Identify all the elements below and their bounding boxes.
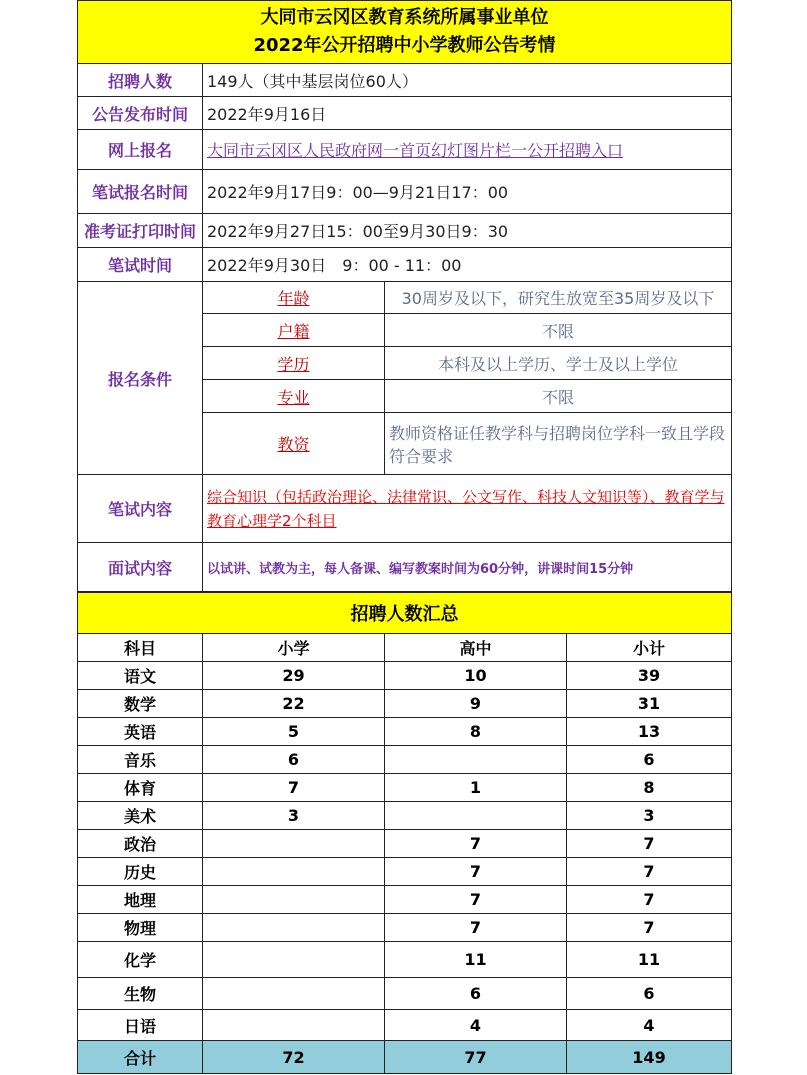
count-cell: 31 bbox=[567, 690, 732, 718]
count-cell: 7 bbox=[385, 914, 567, 942]
condition-name[interactable]: 学历 bbox=[203, 347, 385, 380]
count-cell bbox=[385, 802, 567, 830]
count-cell: 22 bbox=[203, 690, 385, 718]
count-cell: 6 bbox=[203, 746, 385, 774]
subject-cell: 地理 bbox=[78, 886, 203, 914]
count-cell: 7 bbox=[567, 914, 732, 942]
count-cell: 小计 bbox=[567, 634, 732, 662]
value-exam-signup-time: 2022年9月17日9：00—9月21日17：00 bbox=[203, 170, 732, 214]
table-row bbox=[78, 1010, 732, 1041]
table-row bbox=[78, 942, 732, 978]
condition-name[interactable]: 户籍 bbox=[203, 314, 385, 347]
label-conditions: 报名条件 bbox=[78, 282, 203, 475]
count-cell: 149 bbox=[567, 1041, 732, 1074]
condition-value: 本科及以上学历、学士及以上学位 bbox=[385, 347, 732, 380]
table-row bbox=[78, 774, 732, 802]
subject-cell: 化学 bbox=[78, 942, 203, 978]
count-cell: 6 bbox=[567, 978, 732, 1010]
table-row bbox=[78, 746, 732, 774]
condition-value: 不限 bbox=[385, 380, 732, 413]
subject-cell: 生物 bbox=[78, 978, 203, 1010]
table-row bbox=[78, 718, 732, 746]
count-cell: 11 bbox=[385, 942, 567, 978]
count-cell: 7 bbox=[567, 858, 732, 886]
label-exam-time: 笔试时间 bbox=[78, 248, 203, 282]
value-written-content: 综合知识（包括政治理论、法律常识、公文写作、科技人文知识等）、教育学与教育心理学2个科目 bbox=[203, 475, 732, 543]
count-cell: 7 bbox=[203, 774, 385, 802]
count-cell: 小学 bbox=[203, 634, 385, 662]
count-cell: 4 bbox=[567, 1010, 732, 1041]
count-cell: 7 bbox=[385, 858, 567, 886]
summary-total-row bbox=[78, 1041, 732, 1074]
value-publish-time: 2022年9月16日 bbox=[203, 97, 732, 130]
subject-cell: 科目 bbox=[78, 634, 203, 662]
count-cell: 6 bbox=[567, 746, 732, 774]
condition-value: 不限 bbox=[385, 314, 732, 347]
subject-cell: 语文 bbox=[78, 662, 203, 690]
subject-cell: 历史 bbox=[78, 858, 203, 886]
count-cell: 6 bbox=[385, 978, 567, 1010]
subject-cell: 日语 bbox=[78, 1010, 203, 1041]
count-cell bbox=[203, 942, 385, 978]
count-cell bbox=[203, 1010, 385, 1041]
count-cell: 8 bbox=[385, 718, 567, 746]
count-cell: 5 bbox=[203, 718, 385, 746]
info-table bbox=[77, 0, 732, 592]
count-cell bbox=[385, 746, 567, 774]
label-written-content: 笔试内容 bbox=[78, 475, 203, 543]
count-cell: 高中 bbox=[385, 634, 567, 662]
subject-cell: 数学 bbox=[78, 690, 203, 718]
count-cell: 39 bbox=[567, 662, 732, 690]
value-exam-time: 2022年9月30日 9：00 - 11：00 bbox=[203, 248, 732, 282]
table-row bbox=[78, 858, 732, 886]
subject-cell: 美术 bbox=[78, 802, 203, 830]
value-ticket-print-time: 2022年9月27日15：00至9月30日9：30 bbox=[203, 214, 732, 248]
condition-value: 30周岁及以下，研究生放宽至35周岁及以下 bbox=[385, 282, 732, 314]
summary-header-row bbox=[78, 634, 732, 662]
count-cell: 7 bbox=[385, 830, 567, 858]
count-cell bbox=[203, 830, 385, 858]
count-cell: 11 bbox=[567, 942, 732, 978]
condition-value: 教师资格证任教学科与招聘岗位学科一致且学段符合要求 bbox=[385, 413, 732, 475]
count-cell: 3 bbox=[567, 802, 732, 830]
table-row bbox=[78, 978, 732, 1010]
table-row bbox=[78, 886, 732, 914]
condition-name[interactable]: 专业 bbox=[203, 380, 385, 413]
count-cell: 10 bbox=[385, 662, 567, 690]
label-online-apply: 网上报名 bbox=[78, 130, 203, 170]
count-cell: 7 bbox=[385, 886, 567, 914]
count-cell: 1 bbox=[385, 774, 567, 802]
subject-cell: 英语 bbox=[78, 718, 203, 746]
count-cell bbox=[203, 886, 385, 914]
count-cell: 4 bbox=[385, 1010, 567, 1041]
label-exam-signup-time: 笔试报名时间 bbox=[78, 170, 203, 214]
table-row bbox=[78, 830, 732, 858]
title-line-1: 大同市云冈区教育系统所属事业单位 bbox=[260, 7, 549, 28]
recruitment-sheet bbox=[77, 0, 731, 1074]
condition-name[interactable]: 年龄 bbox=[203, 282, 385, 314]
count-cell: 77 bbox=[385, 1041, 567, 1074]
summary-title: 招聘人数汇总 bbox=[78, 593, 732, 634]
table-row bbox=[78, 802, 732, 830]
count-cell: 7 bbox=[567, 830, 732, 858]
online-apply-link[interactable]: 大同市云冈区人民政府网一首页幻灯图片栏一公开招聘入口 bbox=[203, 130, 732, 170]
page-title bbox=[78, 1, 732, 64]
value-recruit-count: 149人（其中基层岗位60人） bbox=[203, 64, 732, 97]
count-cell: 3 bbox=[203, 802, 385, 830]
count-cell bbox=[203, 858, 385, 886]
label-recruit-count: 招聘人数 bbox=[78, 64, 203, 97]
subject-cell: 合计 bbox=[78, 1041, 203, 1074]
subject-cell: 体育 bbox=[78, 774, 203, 802]
count-cell: 29 bbox=[203, 662, 385, 690]
table-row bbox=[78, 690, 732, 718]
condition-name[interactable]: 教资 bbox=[203, 413, 385, 475]
title-line-2: 2022年公开招聘中小学教师公告考情 bbox=[253, 35, 556, 56]
subject-cell: 音乐 bbox=[78, 746, 203, 774]
count-cell bbox=[203, 914, 385, 942]
value-interview-content: 以试讲、试教为主，每人备课、编写教案时间为60分钟，讲课时间15分钟 bbox=[203, 543, 732, 592]
table-row bbox=[78, 914, 732, 942]
subject-cell: 物理 bbox=[78, 914, 203, 942]
subject-cell: 政治 bbox=[78, 830, 203, 858]
count-cell: 72 bbox=[203, 1041, 385, 1074]
label-interview-content: 面试内容 bbox=[78, 543, 203, 592]
label-publish-time: 公告发布时间 bbox=[78, 97, 203, 130]
summary-table bbox=[77, 592, 732, 1074]
label-ticket-print-time: 准考证打印时间 bbox=[78, 214, 203, 248]
count-cell: 9 bbox=[385, 690, 567, 718]
count-cell: 7 bbox=[567, 886, 732, 914]
count-cell bbox=[203, 978, 385, 1010]
count-cell: 13 bbox=[567, 718, 732, 746]
table-row bbox=[78, 662, 732, 690]
count-cell: 8 bbox=[567, 774, 732, 802]
